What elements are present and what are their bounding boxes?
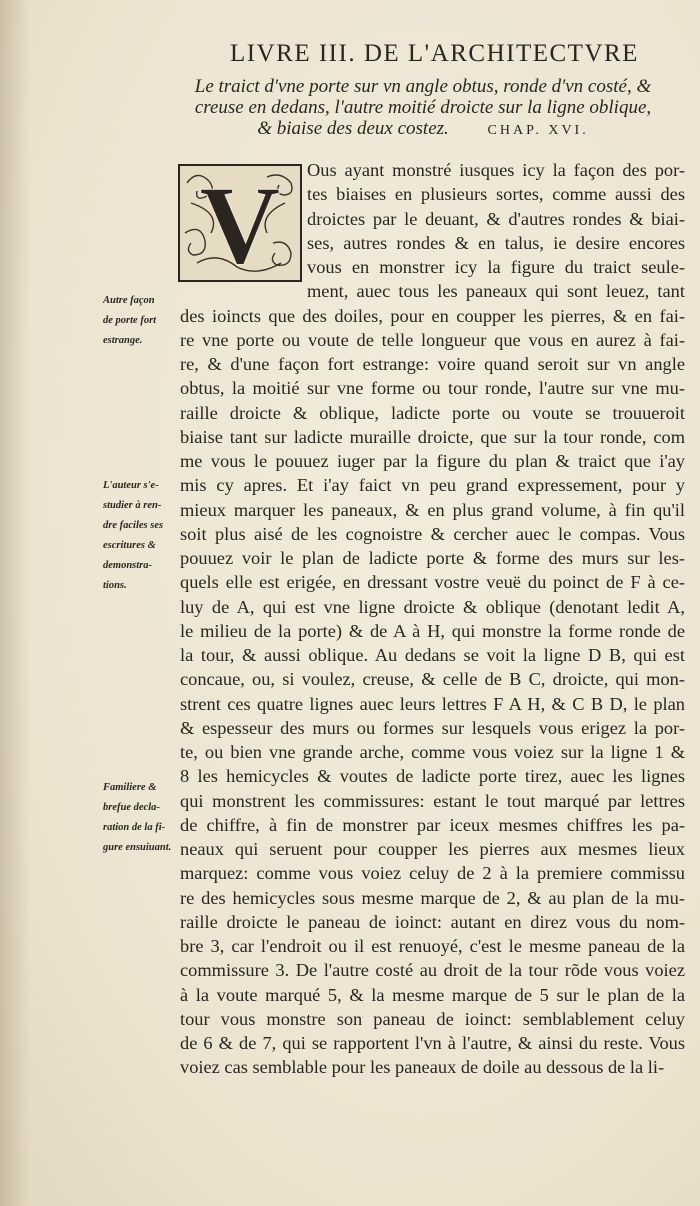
margin-note-line: Familiere & bbox=[103, 782, 157, 793]
body-line: bre 3, car l'endroit ou il est renuoyé, c'est le mesme paneau de la bbox=[180, 936, 685, 956]
margin-note-3 bbox=[103, 778, 183, 858]
body-line: vous en monstrer icy la figure du traict seule- bbox=[307, 257, 685, 277]
body-line: re, & d'une façon fort estrange: voire quand seroit sur vn angle bbox=[180, 354, 685, 374]
margin-note-line: Autre façon bbox=[103, 295, 155, 306]
chapter-number: CHAP. XVI. bbox=[487, 123, 589, 138]
body-line: te, ou bien vne grande arche, comme vous voiez sur la ligne 1 & bbox=[180, 742, 685, 762]
body-line: marquez: comme vous voiez celuy de 2 à la premiere commissu bbox=[180, 863, 685, 884]
body-line: tour vous monstre son paneau de ioinct: semblablement celuy bbox=[180, 1008, 685, 1029]
body-line: qui monstrent les commissures: estant le tout marqué par lettres bbox=[180, 790, 685, 811]
body-line: ses, autres rondes & en talus, ie desire encores bbox=[307, 232, 685, 253]
body-line: la tour, & aussi oblique. Au dedans se voit la ligne D B, qui est bbox=[180, 645, 685, 665]
body-line: & espesseur des murs ou formes sur lesquels vous erigez la por- bbox=[180, 717, 685, 738]
body-line: biaise tant sur ladicte muraille droicte, que sur la tour ronde, com bbox=[180, 426, 685, 447]
body-line: Ous ayant monstré iusques icy la façon des por- bbox=[307, 160, 685, 180]
body-line: neaux qui seruent pour coupper les pierres aux mesmes lieux bbox=[180, 839, 685, 859]
margin-note-line: gure ensuiuant. bbox=[103, 842, 172, 853]
title-line-1: Le traict d'vne porte sur vn angle obtus, ronde d'vn costé, & bbox=[194, 76, 652, 97]
body-line: quels elle est erigée, en dressant vostre veuë du poinct de F à ce- bbox=[180, 572, 685, 593]
body-line: soit plus aisé de les cognoistre & cercher auec le compas. Vous bbox=[180, 523, 685, 544]
body-line: de chiffre, à fin de monstrer par iceux mesmes chiffres les pa- bbox=[180, 814, 685, 835]
margin-note-line: studier à ren- bbox=[103, 500, 162, 511]
body-line: 8 les hemicycles & voutes de ladicte porte tirez, auec les lignes bbox=[180, 766, 685, 787]
body-line: obtus, la moitié sur vne forme ou tour ronde, l'autre sur vne mu- bbox=[180, 378, 685, 399]
margin-note-line: tions. bbox=[103, 580, 127, 591]
margin-note-line: estrange. bbox=[103, 335, 143, 346]
body-text bbox=[180, 158, 685, 1080]
title-line-2: creuse en dedans, l'autre moitié droicte sur la ligne oblique, bbox=[194, 97, 652, 118]
margin-note-1 bbox=[103, 291, 183, 351]
body-line: ment, auec tous les paneaux qui sont leuez, tant bbox=[307, 281, 685, 302]
body-line: le milieu de la porte) & de A à H, qui monstre la forme ronde de bbox=[180, 620, 685, 641]
body-line: mieux marquer les paneaux, & en plus grand volume, à fin qu'il bbox=[180, 499, 685, 520]
margin-note-line: escritures & bbox=[103, 540, 156, 551]
body-line: raille droicte le paneau de ioinct: autant en direz vous du nom- bbox=[180, 911, 685, 932]
body-line: raille droicte & oblique, ladicte porte ou voute se trouueroit bbox=[180, 402, 685, 423]
body-line: luy de A, qui est vne ligne droicte & oblique (denotant ledit A, bbox=[180, 596, 685, 617]
body-line: re vne porte ou voute de telle longueur que vous en aurez à fai- bbox=[180, 329, 685, 350]
margin-note-line: brefue decla- bbox=[103, 802, 160, 813]
chapter-title bbox=[188, 76, 658, 141]
body-line: concaue, ou, si voulez, creuse, & celle de B C, droicte, qui mon- bbox=[180, 669, 685, 690]
initial-letter-glyph: V bbox=[199, 164, 281, 283]
body-line: à la voute marqué 5, & la mesme marque de 5 sur le plan de la bbox=[180, 984, 685, 1005]
body-line: mis cy apres. Et i'ay faict vn peu grand expressement, pour y bbox=[180, 475, 685, 496]
margin-note-line: dre faciles ses bbox=[103, 520, 164, 531]
page-fold-shadow bbox=[0, 0, 30, 1206]
body-line: tes biaises en plusieurs sortes, comme aussi des bbox=[307, 184, 685, 205]
body-line: re des hemicycles sous mesme marque de 2, & au plan de la mu- bbox=[180, 887, 685, 908]
body-line: me vous le pouuez iuger par la figure du plan & traict que i'ay bbox=[180, 451, 685, 471]
body-line: droictes par le deuant, & d'autres rondes & biai- bbox=[307, 208, 685, 229]
margin-note-2 bbox=[103, 476, 183, 596]
body-line: strent ces quatre lignes auec leurs lettres F A H, & C B D, le plan bbox=[180, 693, 685, 714]
body-line: commissure 3. De l'autre costé au droit de la tour rõde vous voiez bbox=[180, 960, 685, 981]
margin-note-line: demonstra- bbox=[103, 560, 153, 571]
title-line-3: & biaise des deux costez. bbox=[257, 118, 449, 139]
body-line: pouuez voir le plan de ladicte porte & forme des murs sur les- bbox=[180, 548, 685, 568]
running-head: LIVRE III. DE L'ARCHITECTVRE bbox=[230, 40, 639, 67]
margin-note-line: L'auteur s'e- bbox=[103, 480, 159, 491]
body-line: des ioincts que des doiles, pour en coupper les pierres, & en fai- bbox=[180, 305, 685, 326]
body-line: voiez cas semblable pour les paneaux de doile au dessous de la li- bbox=[180, 1057, 665, 1078]
margin-note-line: ration de la fi- bbox=[103, 822, 166, 833]
margin-note-line: de porte fort bbox=[103, 315, 157, 326]
body-line: de 6 & de 7, qui se rapportent l'vn à l'autre, & ainsi du reste. Vous bbox=[180, 1033, 685, 1053]
